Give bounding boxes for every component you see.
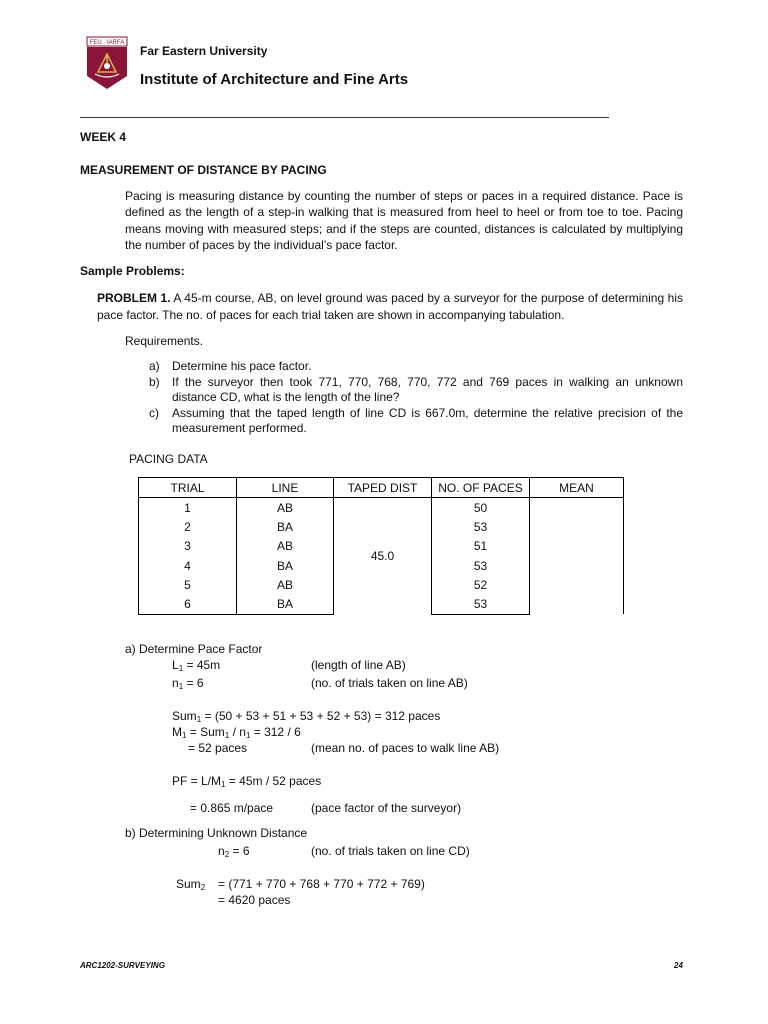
table-caption: PACING DATA	[129, 452, 208, 466]
paces-cell: 53	[432, 517, 530, 536]
table-header-row	[139, 478, 624, 498]
pf-part: = 45m / 52 paces	[225, 774, 322, 788]
trial-cell: 5	[139, 575, 237, 594]
paces-cell: 52	[432, 575, 530, 594]
m1-note: (mean no. of paces to walk line AB)	[311, 741, 500, 755]
l1-symbol: L	[172, 658, 179, 672]
col-header-paces: NO. OF PACES	[432, 478, 530, 498]
solution-b-heading: b) Determining Unknown Distance	[125, 826, 308, 840]
problem-text: A 45-m course, AB, on level ground was paced by a surveyor for the purpose of determining his pace factor. The no. of paces for each trial taken are shown in accompanying tabulation.	[97, 291, 684, 322]
m1-symbol: M	[172, 725, 182, 739]
paces-cell: 51	[432, 537, 530, 556]
n1-symbol: n	[172, 676, 179, 690]
line-cell: AB	[237, 537, 334, 556]
trial-cell: 6	[139, 594, 237, 614]
sample-problems-heading: Sample Problems:	[80, 264, 185, 278]
pf-note: (pace factor of the surveyor)	[311, 801, 462, 815]
m1-result: = 52 paces	[188, 741, 248, 755]
list-text: If the surveyor then took 771, 770, 768, 770, 772 and 769 paces in walking an unknown distance CD, what is the length of the line?	[172, 374, 683, 405]
trial-cell: 1	[139, 498, 237, 518]
pacing-data-table	[138, 477, 624, 615]
sum1-equation	[172, 709, 440, 724]
list-letter: c)	[149, 405, 159, 420]
requirements-label: Requirements.	[125, 334, 204, 348]
l1-note: (length of line AB)	[311, 658, 406, 672]
problem-label: PROBLEM 1.	[97, 291, 171, 305]
solution-a-heading: a) Determine Pace Factor	[125, 642, 263, 656]
list-item	[149, 406, 683, 437]
col-header-taped-dist: TAPED DIST	[334, 478, 432, 498]
paces-cell: 50	[432, 498, 530, 518]
paces-cell: 53	[432, 556, 530, 575]
m1-part: = Sum	[186, 725, 225, 739]
header-divider	[80, 117, 609, 118]
problem-1	[97, 290, 683, 324]
pf-equation	[172, 774, 321, 789]
m1-part: / n	[229, 725, 246, 739]
list-text: Assuming that the taped length of line CD is 667.0m, determine the relative precision of the measurement performed.	[172, 405, 683, 436]
subscript: 1	[196, 715, 202, 724]
svg-text:FEU · IARFA: FEU · IARFA	[89, 40, 125, 46]
n2-equation	[218, 844, 250, 859]
trial-cell: 3	[139, 537, 237, 556]
subscript: 1	[245, 731, 251, 740]
col-header-trial: TRIAL	[139, 478, 237, 498]
pf-symbol: PF = L/M	[172, 774, 222, 788]
n2-value: = 6	[229, 844, 250, 858]
sum2-result: = 4620 paces	[218, 893, 291, 907]
list-text: Determine his pace factor.	[172, 359, 312, 373]
n1-value: = 6	[183, 676, 204, 690]
list-item	[149, 375, 683, 406]
n1-equation	[172, 676, 204, 691]
l1-value: = 45m	[183, 658, 221, 672]
list-letter: b)	[149, 374, 160, 389]
line-cell: BA	[237, 594, 334, 614]
pf-result: = 0.865 m/pace	[190, 801, 274, 815]
subscript: 1	[178, 664, 184, 673]
n2-note: (no. of trials taken on line CD)	[311, 844, 470, 858]
intro-paragraph: Pacing is measuring distance by counting the number of steps or paces in a required distance. Pace is defined as the length of a step-in walking that is measured from heel to heel or from toe to toe. Pacing means moving with measured steps; and if the steps are counted, distances is calculated by multiplying the number of paces by the individual’s pace factor.	[125, 189, 683, 252]
sum2-label	[176, 877, 205, 892]
page-title: MEASUREMENT OF DISTANCE BY PACING	[80, 163, 327, 177]
trial-cell: 2	[139, 517, 237, 536]
trial-cell: 4	[139, 556, 237, 575]
university-logo	[86, 36, 128, 90]
paces-cell: 53	[432, 594, 530, 614]
col-header-mean: MEAN	[530, 478, 624, 498]
feu-seal-icon	[86, 36, 128, 90]
subscript: 1	[178, 682, 184, 691]
university-name: Far Eastern University	[140, 44, 268, 58]
col-header-line: LINE	[237, 478, 334, 498]
footer-course: ARC1202-SURVEYING	[80, 961, 165, 970]
subscript: 1	[221, 780, 226, 789]
subscript: 1	[224, 731, 230, 740]
requirements-list	[149, 359, 683, 437]
page-number: 24	[674, 961, 683, 970]
line-cell: AB	[237, 498, 334, 518]
list-item	[149, 359, 683, 375]
line-cell: BA	[237, 517, 334, 536]
institute-name: Institute of Architecture and Fine Arts	[140, 71, 409, 88]
list-letter: a)	[149, 359, 160, 373]
sum1-value: = (50 + 53 + 51 + 53 + 52 + 53) = 312 paces	[201, 709, 441, 723]
line-cell: BA	[237, 556, 334, 575]
m1-part: = 312 / 6	[250, 725, 301, 739]
week-label: WEEK 4	[80, 130, 127, 144]
sum1-symbol: Sum	[172, 709, 197, 723]
mean-cell	[530, 498, 624, 615]
subscript: 1	[182, 731, 187, 740]
l1-equation	[172, 658, 220, 673]
subscript: 2	[200, 883, 206, 892]
m1-equation	[172, 725, 301, 740]
n1-note: (no. of trials taken on line AB)	[311, 676, 468, 690]
sum2-equation: = (771 + 770 + 768 + 770 + 772 + 769)	[218, 877, 425, 891]
n2-symbol: n	[218, 844, 225, 858]
sum2-symbol: Sum	[176, 877, 201, 891]
table-row	[139, 498, 624, 518]
subscript: 2	[224, 850, 230, 859]
taped-dist-cell: 45.0	[334, 498, 432, 615]
line-cell: AB	[237, 575, 334, 594]
